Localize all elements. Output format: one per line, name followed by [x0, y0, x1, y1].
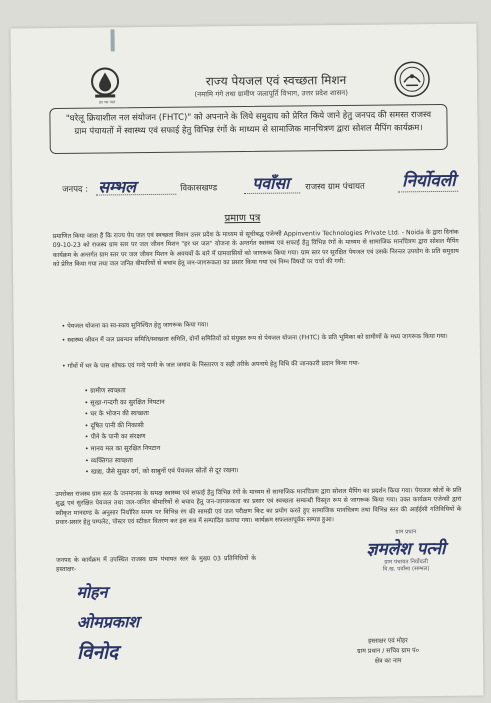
stamp-line: वि.ख. पवाँसा (सम्भल)	[382, 566, 430, 573]
footer-line: ग्राम प्रधान / सचिव ग्राम पं०	[357, 647, 419, 655]
list-item: • मानव मल का सुरक्षित निपटान	[85, 441, 305, 455]
program-banner: "घरेलू क्रियाशील नल संयोजन (FHTC)" को अपनाने के लिये समुदाय को प्रेरित किये जाने हेतु जनपद की समस्त राजस्व ग्राम पंचायतों में स्वास्थ्य एवं सफाई हेतु विभिन्न रंगों के माध्यम से सामाजिक मानचित्रण द्वारा सोशल मैपिंग कार्यक्रम।	[49, 104, 447, 154]
representatives-note: जनपद के कार्यक्रम में उपस्थित राजस्व ग्राम पंचायत स्तर के मुख्य 03 प्रतिनिधियों के हस्ताक्षर-	[56, 554, 257, 574]
witness-signature: ओमप्रकाश	[76, 612, 140, 632]
panchayat-value: निर्योवली	[402, 170, 456, 192]
stamp-line: ग्राम प्रधान	[395, 529, 417, 536]
witness-signature: मोहन	[76, 582, 108, 602]
panchayat-label: राजस्व ग्राम पंचायत	[305, 181, 365, 193]
certificate-page	[10, 24, 483, 701]
logo-caption: हर घर जल	[99, 99, 116, 105]
bullet-ownership: • पेयजल योजना का स्व-स्वत्व सुनिश्चित हेतु जागरूक किया गया।	[61, 321, 209, 330]
block-value: पवाँसा	[252, 173, 290, 193]
header-title: राज्य पेयजल एवं स्वच्छता मिशन	[205, 72, 347, 89]
list-item: • सूखा-गन्दगी का सुरक्षित निपटान	[84, 395, 304, 409]
up-govt-emblem-icon	[393, 60, 431, 98]
bullet-wastewater: • गाँवों में घर के पास शोषक एवं गन्दे पानी के जल जमाव के निस्तारण व सही तरीके अपनाये हेतु विधि की जानकारी प्रदान किया गया-	[61, 359, 360, 370]
list-item: • खाद्य, जैसे सुखर वर्ग, को साबुनों एवं पेयजल स्रोतों से दूर रखना।	[85, 463, 425, 478]
header-subtitle: (नमामि गंगे तथा ग्रामीण जलापूर्ति विभाग, उत्तर प्रदेश शासन)	[194, 88, 348, 99]
list-item: • व्यक्तिगत स्वच्छता	[85, 453, 305, 467]
topics-list	[84, 383, 305, 478]
footer-line: हस्ताक्षर एवं मोहर	[368, 637, 408, 645]
witness-signatures	[76, 577, 139, 668]
bullet-committees: • स्वास्थ्य जीवन में जल प्रबन्धन समिति/स्वच्छता समिति, दोनों समितियों को संयुक्त रूप से पेयजल योजना (FHTC) के प्रति भूमिका को ग्रामीणों के मध्य जागरूक किया गया।	[61, 332, 448, 344]
header	[10, 24, 477, 109]
block-label: विकासखण्ड	[180, 183, 218, 194]
list-item: • घर के भोजन की स्वच्छता	[84, 407, 304, 421]
list-item: • दूषित पानी की निकासी	[85, 418, 305, 432]
list-item: • ग्रामीण स्वच्छता	[84, 383, 304, 397]
location-fields	[62, 170, 472, 200]
stamp-line: ग्राम पंचायत निर्योवली	[384, 559, 428, 566]
pradhan-signature: ज्ञमलेश पत्नी	[366, 538, 446, 560]
district-label: जनपद :	[62, 184, 89, 195]
list-item: • पीने के पानी का संरक्षण	[85, 430, 305, 444]
signature-footer	[313, 636, 463, 668]
footer-line: क्षेत्र का नाम	[374, 657, 402, 665]
certificate-title: प्रमाण पत्र	[224, 212, 261, 225]
har-ghar-jal-logo-icon	[89, 67, 121, 101]
summary-paragraph: उपरोक्त राजस्व ग्राम स्तर के जनमानस के समक्ष स्वास्थ्य एवं सफाई हेतु विभिन्न रंगों के माध्यम से सामाजिक मानचित्रण द्वारा सोशल मैपिंग का प्रदर्शन किया गया। पेयजल स्रोतों के प्रति शुद्ध एवं सुरक्षित पेयजल तथा जल-जनित बीमारियों से बचाव हेतु जन-जागरूकता का प्रसार एवं स्वच्छता सम्बन्धी विस्तृत रूप से जागरूक किया गया। उक्त कार्यक्रम एजेन्सी द्वारा स्वीकृत मानदण्ड के अनुसार निर्धारित समय पर विभिन्न रंग की सामग्री एवं जल परीक्षण किट का प्रयोग करते हुए सामाजिक मानचित्रण तथा विभिन्न स्तर की आईईसी गतिविधियों के प्रचार-प्रसार हेतु पम्पलेट, पोस्टर एवं स्टीकर वितरण कर इस सत्र में सम्पादित कराया गया। कार्यक्रम सफलतापूर्वक सम्पन्न हुआ।	[55, 486, 462, 527]
pradhan-signature-block	[346, 529, 466, 574]
witness-signature: विनोद	[76, 641, 119, 664]
district-value: सम्भल	[98, 177, 136, 197]
certification-paragraph: प्रमाणित किया जाता है कि राज्य पेय जल एवं स्वच्छता मिशन उत्तर प्रदेश के माध्यम से सूचीबद्ध एजेन्सी Appinventiv Technologies Private Ltd. - Noida के द्वारा दिनांक 09-10-23 को राजस्व ग्राम स्तर पर जल जीवन मिशन "हर घर जल" योजना के अन्तर्गत स्वास्थ्य एवं सफाई हेतु विभिन्न रंगों के माध्यम से सामाजिक मानचित्रण द्वारा सोशल मैपिंग कार्यक्रम के अन्तर्गत ग्राम स्तर पर जल जीवन मिशन के अवयवों के बारे में ग्रामवासियों को जागरूक किया गया। ग्राम स्तर पर सुरक्षित पेयजल एवं उसके निरन्तर उपयोग के प्रति समुदाय को प्रेरित किया गया तथा जल जनित बीमारियों से बचाव हेतु जन-जागरूकता का प्रसार किया गया एवं निम्न विषयों पर चर्चा की गयी:	[52, 228, 459, 269]
